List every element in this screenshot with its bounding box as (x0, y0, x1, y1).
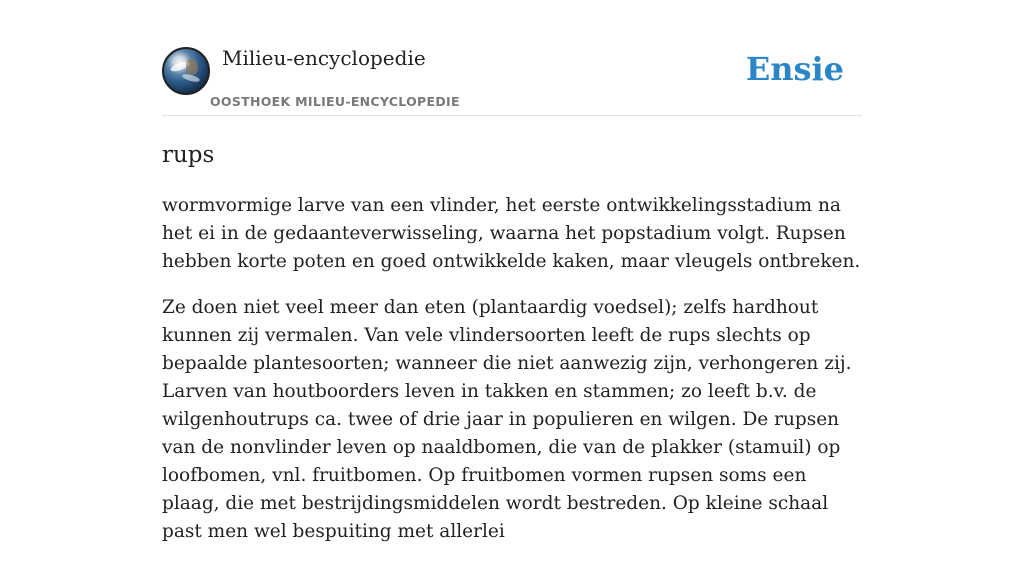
brand-logo-link[interactable]: Ensie (745, 50, 844, 88)
article-term: rups (162, 142, 215, 168)
article-paragraph: Ze doen niet veel meer dan eten (plantaardig voedsel); zelfs hardhout kunnen zij vermalen. Van vele vlindersoorten leeft de rups slechts op bepaalde plantesoorten; wanneer die niet aanwezig zijn, verhongeren zij. Larven van houtboorders leven in takken en stammen; zo leeft b.v. de wilgenhoutrups ca. twee of drie jaar in populieren en wilgen. De rupsen van de nonvlinder leven op naaldbomen, die van de plakker (stamuil) op loofbomen, vnl. fruitbomen. Op fruitbomen vormen rupsen soms een plaag, die met bestrijdingsmiddelen wordt bestreden. Op kleine schaal past men wel bespuiting met allerlei (162, 297, 852, 542)
avatar-land (186, 59, 198, 75)
avatar-cloud (182, 73, 201, 83)
earth-globe-icon[interactable] (162, 47, 210, 95)
article-paragraph: wormvormige larve van een vlinder, het eerste ontwikkelingsstadium na het ei in de gedaanteverwisseling, waarna het popstadium volgt. Rupsen hebben korte poten en goed ontwikkelde kaken, maar vleugels ontbreken. (162, 195, 861, 272)
article (162, 140, 866, 564)
site-title[interactable]: Milieu-encyclopedie (222, 46, 426, 70)
header (162, 40, 862, 116)
site-subtitle: OOSTHOEK MILIEU-ENCYCLOPEDIE (210, 94, 460, 109)
